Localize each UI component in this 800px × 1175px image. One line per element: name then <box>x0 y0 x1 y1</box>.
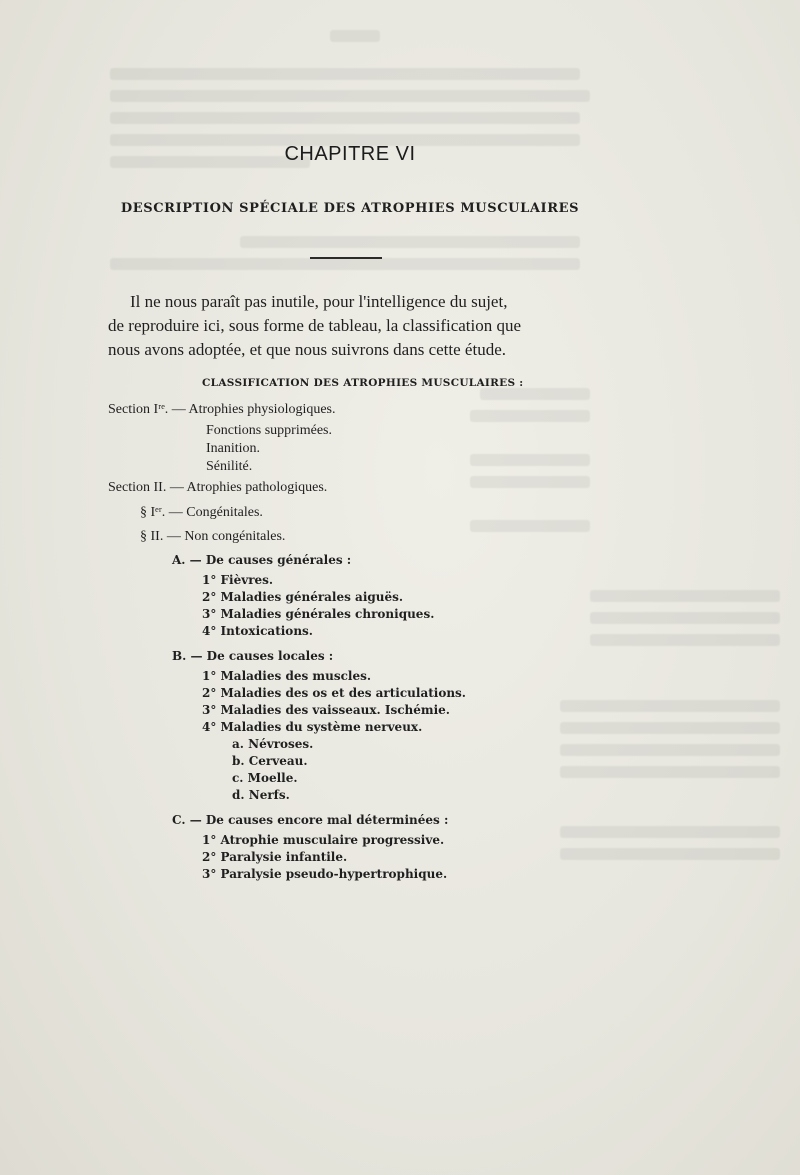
intro-line: Il ne nous paraît pas inutile, pour l'intelligence du sujet, <box>130 292 508 311</box>
group-a-item: 4° Intoxications. <box>202 624 313 638</box>
intro-paragraph <box>108 290 590 362</box>
chapter-title: CHAPITRE VI <box>284 143 416 165</box>
group-b-subitem: c. Moelle. <box>232 771 298 785</box>
group-c-heading: C. — De causes encore mal déterminées : <box>172 813 449 827</box>
section-1-label: Section Iʳᵉ. — Atrophies physiologiques. <box>108 402 336 417</box>
group-a-item: 1° Fièvres. <box>202 573 274 587</box>
section-1-item: Sénilité. <box>206 459 253 474</box>
group-b-item: 2° Maladies des os et des articulations. <box>202 686 466 700</box>
group-b-item: 1° Maladies des muscles. <box>202 669 372 683</box>
chapter-subtitle: DESCRIPTION SPÉCIALE DES ATROPHIES MUSCULAIRES <box>120 201 580 216</box>
classification-heading: CLASSIFICATION DES ATROPHIES MUSCULAIRES : <box>202 377 524 389</box>
intro-line: de reproduire ici, sous forme de tableau, la classification que <box>108 316 522 335</box>
intro-line: nous avons adoptée, et que nous suivrons dans cette étude. <box>108 340 506 359</box>
group-b-heading: B. — De causes locales : <box>172 649 334 663</box>
section-1-item: Inanition. <box>206 441 261 456</box>
group-c-item: 2° Paralysie infantile. <box>202 850 348 864</box>
group-a-item: 3° Maladies générales chroniques. <box>202 607 435 621</box>
group-b-item: 4° Maladies du système nerveux. <box>202 720 423 734</box>
paragraph-2-label: § II. — Non congénitales. <box>140 529 286 544</box>
group-b-subitem: b. Cerveau. <box>232 754 308 768</box>
paragraph-1-label: § Iᵉʳ. — Congénitales. <box>140 505 263 520</box>
group-b-subitem: a. Névroses. <box>232 737 314 751</box>
group-a-heading: A. — De causes générales : <box>172 553 352 567</box>
section-2-label: Section II. — Atrophies pathologiques. <box>108 480 328 495</box>
group-b-subitem: d. Nerfs. <box>232 788 290 802</box>
group-c-item: 1° Atrophie musculaire progressive. <box>202 833 445 847</box>
section-1-item: Fonctions supprimées. <box>206 423 332 438</box>
group-b-item: 3° Maladies des vaisseaux. Ischémie. <box>202 703 450 717</box>
group-a-item: 2° Maladies générales aiguës. <box>202 590 404 604</box>
title-divider <box>310 257 382 259</box>
group-c-item: 3° Paralysie pseudo-hypertrophique. <box>202 867 448 881</box>
